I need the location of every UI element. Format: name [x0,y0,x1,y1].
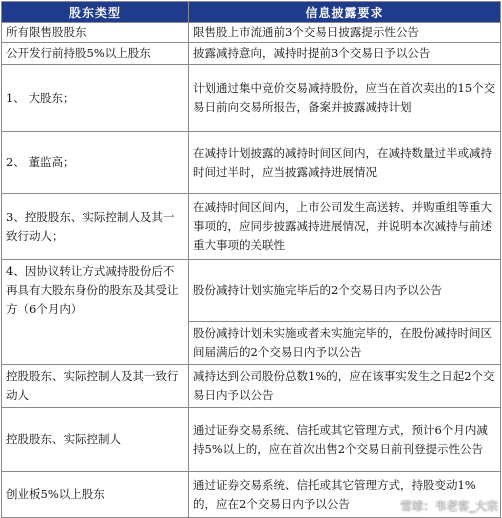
header-shareholder-type: 股东类型 [2,2,189,23]
table-header-row [2,2,501,23]
requirement-cell: 在减持时间区间内，上市公司发生高送转、并购重组等重大事项的，应同步披露减持进展情况，并说明本次减持与前述重大事项的关联性 [189,194,501,260]
requirement-cell: 披露减持意向，减持时提前3个交易日予以公告 [189,43,501,65]
requirement-cell: 在减持计划披露的减持时间区间内，在减持数量过半或减持时间过半时，应当披露减持进展情况 [189,132,501,194]
requirement-cell: 通过证券交易系统、信托或其它管理方式，预计6个月内减持5%以上的，应在首次出售2个交易日前刊登提示性公告 [189,408,501,472]
shareholder-type-cell: 所有限售股股东 [2,23,189,43]
table-row [2,365,501,408]
watermark: 雪球：韦老客_大宗 [400,499,498,513]
shareholder-type-cell: 1、 大股东； [2,65,189,132]
requirement-cell: 减持达到公司股份总数1%的，应在该事实发生之日起2个交易日内予以公告 [189,365,501,408]
shareholder-type-cell: 控股股东、实际控制人 [2,408,189,472]
requirement-cell: 股份减持计划未实施或者未实施完毕的，在股份减持时间区间届满后的2个交易日内予以公告 [189,322,501,365]
table-row [2,408,501,472]
shareholder-type-cell: 3、控股股东、实际控制人及其一致行动人； [2,194,189,260]
shareholder-type-cell: 2、 董监高； [2,132,189,194]
disclosure-requirements-table [1,1,501,518]
shareholder-type-cell: 4、因协议转让方式减持股份后不再具有大股东身份的股东及其受让方（6个月内） [2,260,189,365]
shareholder-type-cell: 公开发行前持股5%以上股东 [2,43,189,65]
table-row [2,194,501,260]
requirement-cell: 通过证券交易系统、信托或其它管理方式，持股变动1%的，应在2个交易日内予以公告 [189,472,501,518]
requirement-cell: 限售股上市流通前3个交易日披露提示性公告 [189,23,501,43]
requirement-cell: 计划通过集中竞价交易减持股份，应当在首次卖出的15个交易日前向交易所报告，备案并披露减持计划 [189,65,501,132]
shareholder-type-cell: 创业板5%以上股东 [2,472,189,518]
table-row [2,65,501,132]
table-row [2,132,501,194]
table-row [2,260,501,322]
shareholder-type-cell: 控股股东、实际控制人及其一致行动人 [2,365,189,408]
table-row [2,43,501,65]
table-row [2,23,501,43]
requirement-cell: 股份减持计划实施完毕后的2个交易日内予以公告 [189,260,501,322]
header-disclosure-requirement: 信息披露要求 [189,2,501,23]
